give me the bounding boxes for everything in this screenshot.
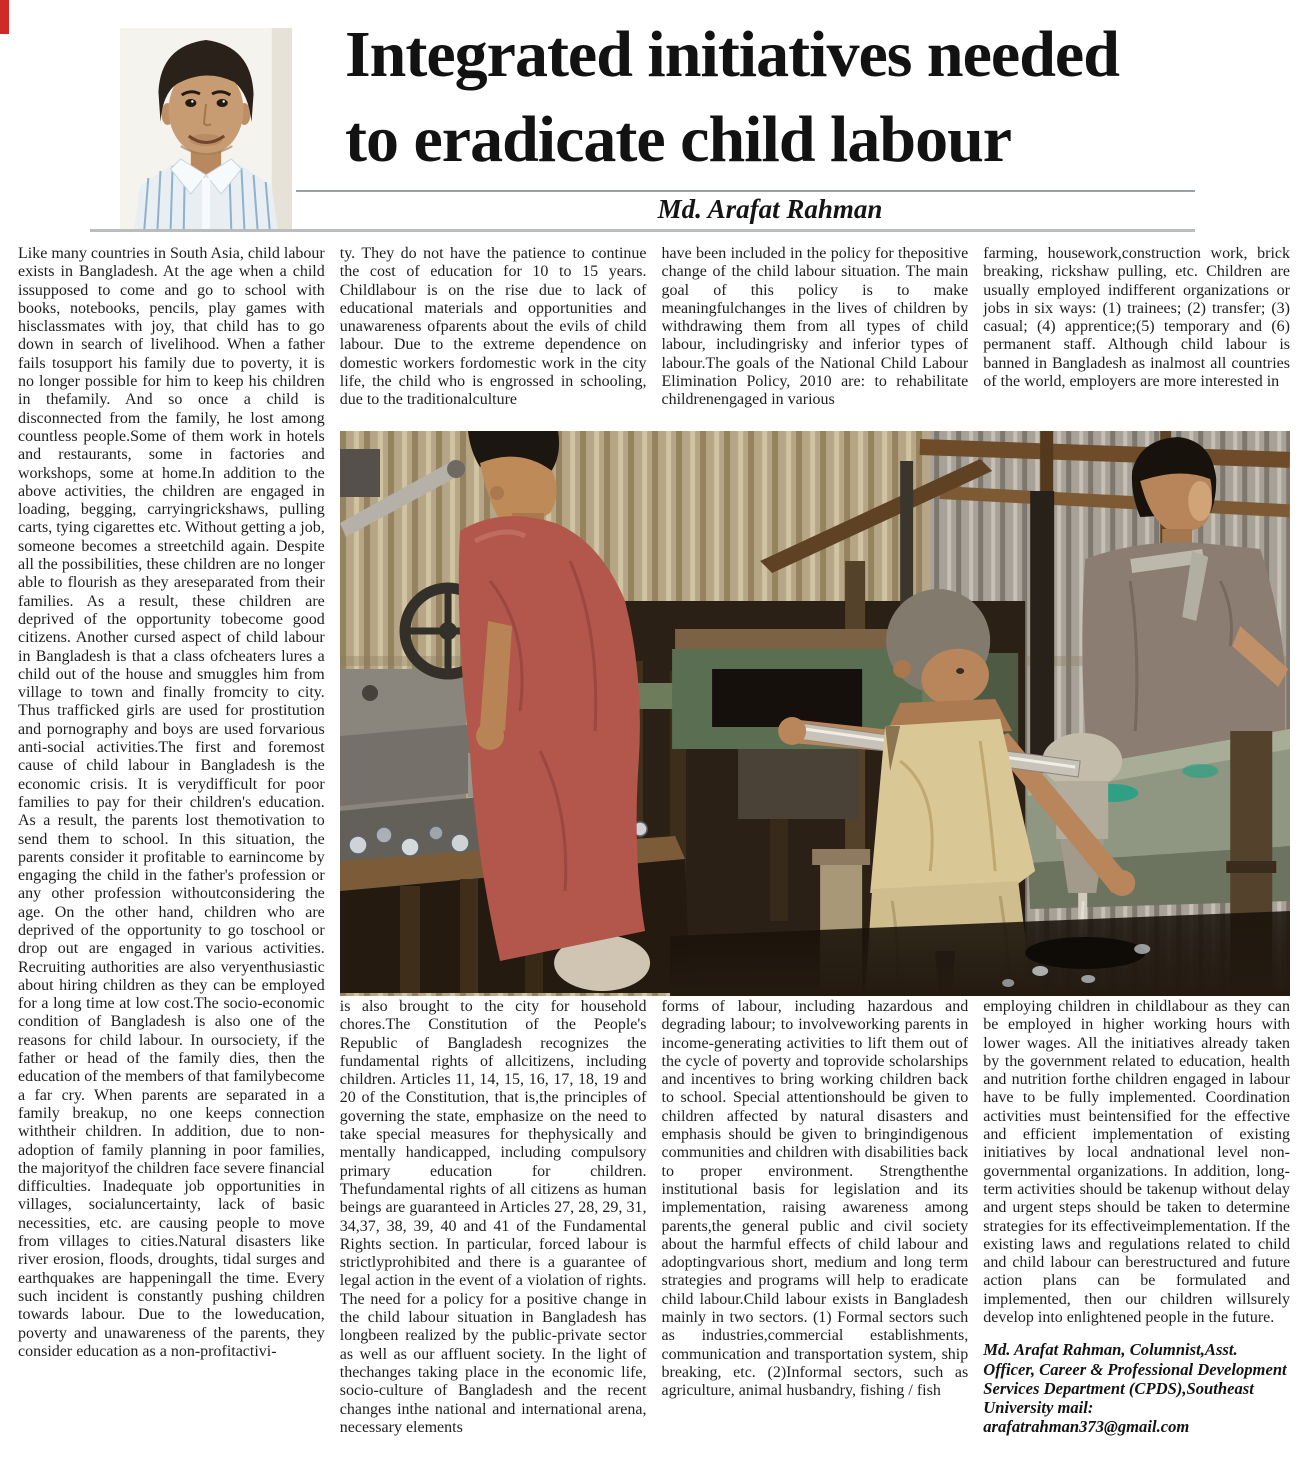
column-4-bottom-text: employing children in childlabour as they can be employed in higher working hours with lower wages. All the initiatives already taken by the government related to education, health and nutrition forthe children engaged in labour have to be fully implemented. Coordination activities must beintensified for the effective and efficient implementation of existing initiatives by local andnational level non-governmental organizations. In addition, long-term activities should be takenup without delay and urgent steps should be taken to determine strategies for its effectiveimplementation. If the existing laws and regulations related to child and child labour can berestructured and future action plans can be formulated and implemented, then our children willsurely develop into enlightened people in the future. — [983, 998, 1290, 1327]
column-3-top-text: have been included in the policy for thepositive change of the child labour situation. The main goal of this policy is to make meaningfulchanges in the lives of children by withdrawing them from all types of child labour, includingrisky and inferior types of labour.The goals of the National Child Labour Elimination Policy, 2010 are: to rehabilitate childrenengaged in various — [661, 245, 969, 409]
column-3-bottom — [662, 998, 969, 1437]
column-2-top — [340, 245, 647, 428]
column-2-top-text: ty. They do not have the patience to continue the cost of education for 10 to 15 years. Childlabour is on the rise due to lack of educational materials and opportunities and unawareness ofparents about the evils of child labour. Due to the extreme dependence on domestic workers fordomestic work in the city life, the child who is engrossed in schooling, due to the traditionalculture — [339, 245, 647, 409]
article-photo — [340, 428, 1290, 998]
column-1-text: Like many countries in South Asia, child labour exists in Bangladesh. At the age when a child issupposed to come and go to school with books, notebooks, pencils, play games with hisclassmates with joy, that child has to go down in search of livelihood. When a father fails tosupport his family due to poverty, it is no longer possible for him to keep his children in thefamily. And so once a child is disconnected from the family, he lost among countless people.Some of them work in hotels and restaurants, some in factories and workshops, some at home.In addition to the above activities, the children are engaged in loading, begging, carryingrickshaws, pulling carts, tying cigarettes etc. Without getting a job, someone becomes a streetchild again. Despite all the possibilities, these children are no longer able to flourish as they areseparated from their families. As a result, these children are deprived of the opportunity tobecome good citizens. Another cursed aspect of child labour in Bangladesh is that a class ofcheaters lures a child out of the house and smuggles him from village to town and finally fromcity to city. Thus trafficked girls are used for prostitution and pornography and boys are used forvarious anti-social activities.The first and foremost cause of child labour in Bangladesh is the economic crisis. It is verydifficult for poor families to pay for their children's education. As a result, the parents lost themotivation to send them to school. In this situation, the parents consider it profitable to earnincome by engaging the child in the father's profession or any other profession withoutconsidering the age. On the other hand, children who are deprived of the opportunity to go toschool or drop out are engaged in various activities. Recruiting authorities are also veryenthusiastic about hiring children as they can be employed for a long time at low cost.The socio-economic condition of Bangladesh is also one of the reasons for child labour. In oursociety, if the father or head of the family dies, then the education of the members of that familybecome a far cry. When parents are separated in a family breakup, no one keeps connection withtheir children. In addition, due to non-adoption of family planning in poor families, the majorityof the children face severe financial difficulties. Inadequate job opportunities in villages, socialuncertainty, lack of basic necessities, etc. are causing people to move from villages to cities.Natural disasters like river erosion, floods, droughts, tidal surges and earthquakes are happeningall the time. Every such incident is constantly pushing children towards labour. Due to the loweducation, poverty and unawareness of the parents, they consider education as a non-profitactivi- — [18, 245, 325, 1360]
author-bio: Md. Arafat Rahman, Columnist,Asst. Officer, Career & Professional Development Services Department (CPDS),Southeast University mail: arafatrahman373@gmail.com — [983, 1340, 1287, 1437]
byline: Md. Arafat Rahman — [657, 194, 883, 224]
headline — [345, 12, 1265, 182]
column-2-bottom-text: is also brought to the city for household chores.The Constitution of the People's Republic of Bangladesh recognizes the fundamental rights of allcitizens, including children. Articles 11, 14, 15, 16, 17, 18, 19 and 20 of the Constitution, that is,the principles of governing the state, emphasize on the need to take special measures for thephysically and mentally handicapped, including compulsory primary education for children. Thefundamental rights of all citizens as human beings are guaranteed in Articles 27, 28, 29, 31, 34,37, 38, 39, 40 and 41 of the Fundamental Rights section. In particular, forced labour is strictlyprohibited and there is a guarantee of legal action in the event of a violation of rights. The need for a policy for a positive change in the child labour situation in Bangladesh has longbeen realized by the public-private sector as well as our affluent society. In the light of thechanges taking place in the economic life, socio-culture of Bangladesh and the recent changes inthe national and international arena, necessary elements — [339, 998, 647, 1436]
author-photo — [120, 28, 292, 230]
column-4-top-text: farming, housework,construction work, brick breaking, rickshaw pulling, etc. Children are usually employed indifferent organizations or jobs in six ways: (1) trainees; (2) transfer; (3) casual; (4) apprentice;(5) temporary and (6) permanent staff. Although child labour is banned in Bangladesh as inalmost all countries of the world, employers are more interested in — [983, 245, 1290, 391]
headline-line-1: Integrated initiatives needed — [345, 18, 1119, 91]
byline-rule-bottom — [90, 229, 1195, 232]
author-portrait-graphic — [120, 28, 292, 230]
column-4-bottom — [983, 998, 1290, 1437]
column-1 — [18, 245, 325, 1437]
article-body — [18, 245, 1290, 1437]
column-3-bottom-text: forms of labour, including hazardous and degrading labour; to involveworking parents in income-generating activities to lift them out of the cycle of poverty and toprovide scholarships and incentives to bring working children back to school. Special attentionshould be given to children affected by natural disasters and emphasis should be given to bringindigenous communities and children with disabilities back to proper environment. Strengthenthe institutional basis for legislation and its implementation, raising awareness among parents,the general public and civil society about the harmful effects of child labour and adoptingvarious short, medium and long term strategies and programs will help to eradicate child labour.Child labour exists in Bangladesh mainly in two sectors. (1) Formal sectors such as industries,commercial establishments, communication and transportation system, ship breaking, etc. (2)Informal sectors, such as agriculture, animal husbandry, fishing / fish — [661, 998, 969, 1400]
headline-line-2: to eradicate child labour — [345, 103, 1012, 176]
column-4-top — [983, 245, 1290, 428]
workshop-photo-graphic — [340, 431, 1290, 996]
column-3-top — [662, 245, 969, 428]
byline-rule-top — [296, 190, 1195, 192]
column-2-bottom — [340, 998, 647, 1437]
masthead — [0, 0, 1298, 243]
